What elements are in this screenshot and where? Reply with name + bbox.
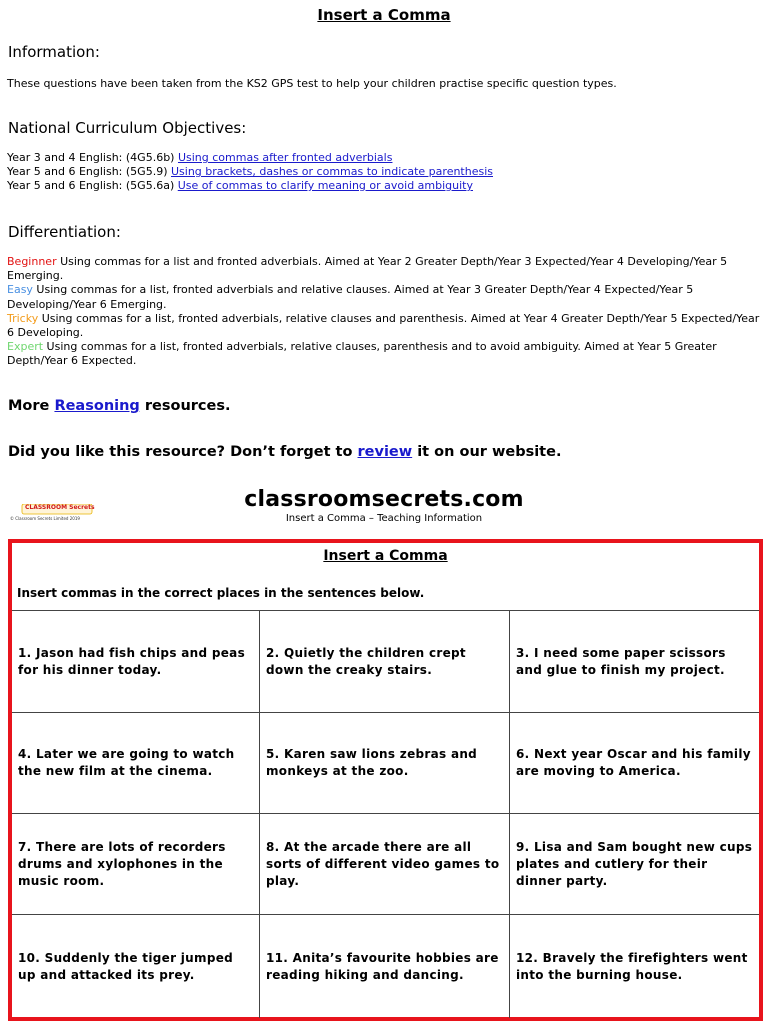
question-cell: 5. Karen saw lions zebras and monkeys at the zoo. bbox=[260, 713, 510, 814]
cropped-text-fragment bbox=[264, 1016, 464, 1024]
review-link[interactable]: review bbox=[357, 444, 413, 460]
question-cell: 8. At the arcade there are all sorts of different video games to play. bbox=[260, 814, 510, 915]
question-cell: 3. I need some paper scissors and glue to finish my project. bbox=[510, 611, 759, 713]
level-name: Expert bbox=[7, 340, 44, 354]
brand-subtitle: Insert a Comma – Teaching Information bbox=[285, 513, 483, 524]
level-beginner bbox=[7, 255, 767, 283]
review-suffix: it on our website. bbox=[412, 444, 562, 460]
question-cell: 4. Later we are going to watch the new film at the cinema. bbox=[12, 713, 260, 814]
objective-item bbox=[7, 151, 493, 165]
copyright-text: © Classroom Secrets Limited 2019 bbox=[10, 516, 80, 521]
objective-prefix: Year 5 and 6 English: (5G5.6a) bbox=[7, 179, 178, 192]
more-resources-line bbox=[8, 398, 230, 414]
question-cell: 9. Lisa and Sam bought new cups plates and cutlery for their dinner party. bbox=[510, 814, 759, 915]
information-heading: Information: bbox=[8, 43, 100, 61]
brand-site: classroomsecrets.com bbox=[244, 487, 524, 512]
objective-prefix: Year 3 and 4 English: (4G5.6b) bbox=[7, 151, 178, 164]
level-description: Using commas for a list, fronted adverbials, relative clauses, parenthesis and to avoid ambiguity. Aimed at Year 5 Greater Depth/Year 6 Expected. bbox=[7, 340, 717, 368]
logo-text: CLASSROOM Secrets bbox=[25, 504, 95, 511]
level-name: Beginner bbox=[7, 255, 57, 268]
level-description: Using commas for a list, fronted adverbials and relative clauses. Aimed at Year 3 Greater Depth/Year 4 Expected/Year 5 Developing/Year 6 Emerging. bbox=[7, 283, 694, 311]
question-cell: 11. Anita’s favourite hobbies are reading hiking and dancing. bbox=[260, 915, 510, 1018]
level-description: Using commas for a list and fronted adverbials. Aimed at Year 2 Greater Depth/Year 3 Expected/Year 4 Developing/Year 5 Emerging. bbox=[7, 255, 728, 283]
question-cell: 10. Suddenly the tiger jumped up and attacked its prey. bbox=[12, 915, 260, 1018]
question-cell: 2. Quietly the children crept down the creaky stairs. bbox=[260, 611, 510, 713]
objectives-list bbox=[7, 151, 493, 193]
level-name: Tricky bbox=[7, 311, 39, 325]
objective-item bbox=[7, 165, 493, 179]
objective-item bbox=[7, 179, 493, 193]
question-cell: 6. Next year Oscar and his family are moving to America. bbox=[510, 713, 759, 814]
objective-link[interactable]: Use of commas to clarify meaning or avoid ambiguity bbox=[177, 179, 473, 192]
level-easy bbox=[7, 283, 767, 311]
level-name: Easy bbox=[7, 283, 33, 297]
level-tricky bbox=[7, 312, 767, 340]
more-prefix: More bbox=[8, 398, 55, 414]
level-description: Using commas for a list, fronted adverbials, relative clauses and parenthesis. Aimed at Year 4 Greater Depth/Year 5 Expected/Year 6 Developing. bbox=[7, 311, 760, 340]
question-grid bbox=[12, 610, 759, 1018]
more-suffix: resources. bbox=[139, 398, 231, 414]
question-cell: 1. Jason had fish chips and peas for his dinner today. bbox=[12, 611, 260, 713]
objective-link[interactable]: Using brackets, dashes or commas to indicate parenthesis bbox=[171, 165, 493, 178]
objective-link[interactable]: Using commas after fronted adverbials bbox=[177, 151, 393, 164]
brand-block bbox=[0, 487, 768, 524]
level-expert bbox=[7, 340, 767, 368]
question-cell: 7. There are lots of recorders drums and xylophones in the music room. bbox=[12, 814, 260, 915]
differentiation-list bbox=[7, 255, 767, 369]
reasoning-link[interactable]: Reasoning bbox=[54, 398, 140, 414]
worksheet-title: Insert a Comma bbox=[323, 548, 448, 564]
objective-prefix: Year 5 and 6 English: (5G5.9) bbox=[7, 165, 171, 178]
question-cell: 12. Bravely the firefighters went into the burning house. bbox=[516, 950, 748, 982]
worksheet-panel bbox=[8, 539, 763, 1021]
review-prefix: Did you like this resource? Don’t forget to bbox=[8, 444, 358, 460]
page-title: Insert a Comma bbox=[317, 6, 451, 24]
objectives-heading: National Curriculum Objectives: bbox=[8, 119, 247, 137]
worksheet-instruction: Insert commas in the correct places in the sentences below. bbox=[17, 586, 425, 600]
review-line bbox=[8, 444, 561, 460]
information-text: These questions have been taken from the KS2 GPS test to help your children practise specific question types. bbox=[7, 77, 617, 90]
differentiation-heading: Differentiation: bbox=[8, 223, 121, 241]
